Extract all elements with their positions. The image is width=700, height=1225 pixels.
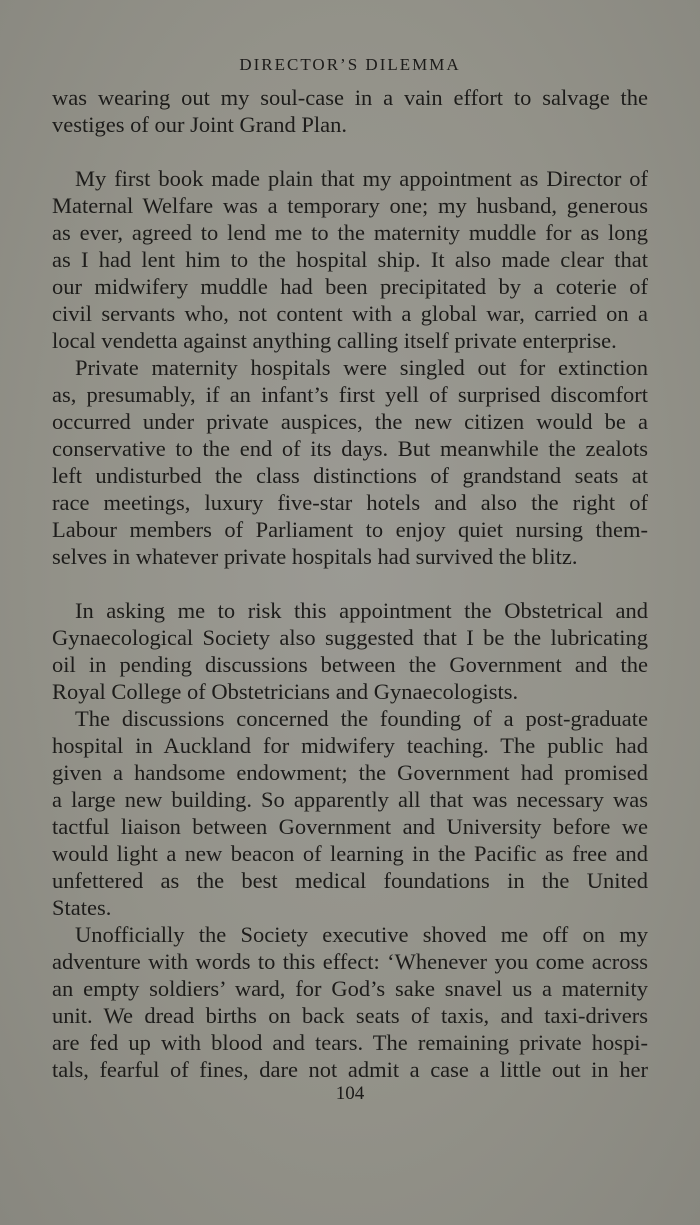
text-line: hospital in Auckland for midwifery teaching. The public had bbox=[52, 733, 648, 758]
text-line: conservative to the end of its days. But meanwhile the zealots bbox=[52, 436, 648, 461]
text-line: occurred under private auspices, the new citizen would be a bbox=[52, 409, 648, 434]
body-text bbox=[52, 84, 648, 1083]
text-line: The discussions concerned the founding of a post-graduate bbox=[75, 706, 648, 731]
text-line: local vendetta against anything calling itself private enterprise. bbox=[52, 328, 617, 353]
text-line: unfettered as the best medical foundations in the United bbox=[52, 868, 648, 893]
text-line: adventure with words to this effect: ‘Whenever you come across bbox=[52, 949, 648, 974]
paragraph-gap bbox=[52, 138, 648, 165]
text-line: In asking me to risk this appointment the Obstetrical and bbox=[75, 598, 648, 623]
text-line: selves in whatever private hospitals had survived the blitz. bbox=[52, 544, 578, 569]
running-head: DIRECTOR’S DILEMMA bbox=[239, 55, 461, 74]
text-line: given a handsome endowment; the Government had promised bbox=[52, 760, 648, 785]
text-line: as, presumably, if an infant’s first yell of surprised discomfort bbox=[52, 382, 648, 407]
text-line: race meetings, luxury five-star hotels and also the right of bbox=[52, 490, 648, 515]
text-line: Private maternity hospitals were singled out for extinction bbox=[75, 355, 648, 380]
text-line: Gynaecological Society also suggested that I be the lubricating bbox=[52, 625, 648, 650]
text-line: as ever, agreed to lend me to the maternity muddle for as long bbox=[52, 220, 648, 245]
text-line: My first book made plain that my appointment as Director of bbox=[75, 166, 648, 191]
text-line: an empty soldiers’ ward, for God’s sake snavel us a maternity bbox=[52, 976, 648, 1001]
text-line: civil servants who, not content with a global war, carried on a bbox=[52, 301, 648, 326]
text-line: States. bbox=[52, 895, 112, 920]
text-line: oil in pending discussions between the Government and the bbox=[52, 652, 648, 677]
text-line: would light a new beacon of learning in the Pacific as free and bbox=[52, 841, 648, 866]
text-line: our midwifery muddle had been precipitated by a coterie of bbox=[52, 274, 648, 299]
text-line: a large new building. So apparently all that was necessary was bbox=[52, 787, 648, 812]
text-line: Royal College of Obstetricians and Gynaecologists. bbox=[52, 679, 519, 704]
text-line: tals, fearful of fines, dare not admit a case a little out in her bbox=[52, 1057, 648, 1082]
text-line: Labour members of Parliament to enjoy quiet nursing them- bbox=[52, 517, 648, 542]
text-line: as I had lent him to the hospital ship. It also made clear that bbox=[52, 247, 648, 272]
page-number: 104 bbox=[335, 1083, 365, 1104]
text-line: are fed up with blood and tears. The remaining private hospi- bbox=[52, 1030, 648, 1055]
text-line: Maternal Welfare was a temporary one; my husband, generous bbox=[52, 193, 648, 218]
text-line: left undisturbed the class distinctions of grandstand seats at bbox=[52, 463, 648, 488]
text-line: vestiges of our Joint Grand Plan. bbox=[52, 112, 347, 137]
text-line: tactful liaison between Government and University before we bbox=[52, 814, 648, 839]
text-line: was wearing out my soul-case in a vain effort to salvage the bbox=[52, 85, 648, 110]
text-line: unit. We dread births on back seats of taxis, and taxi-drivers bbox=[52, 1003, 648, 1028]
paragraph-gap bbox=[52, 570, 648, 597]
text-line: Unofficially the Society executive shoved me off on my bbox=[75, 922, 648, 947]
